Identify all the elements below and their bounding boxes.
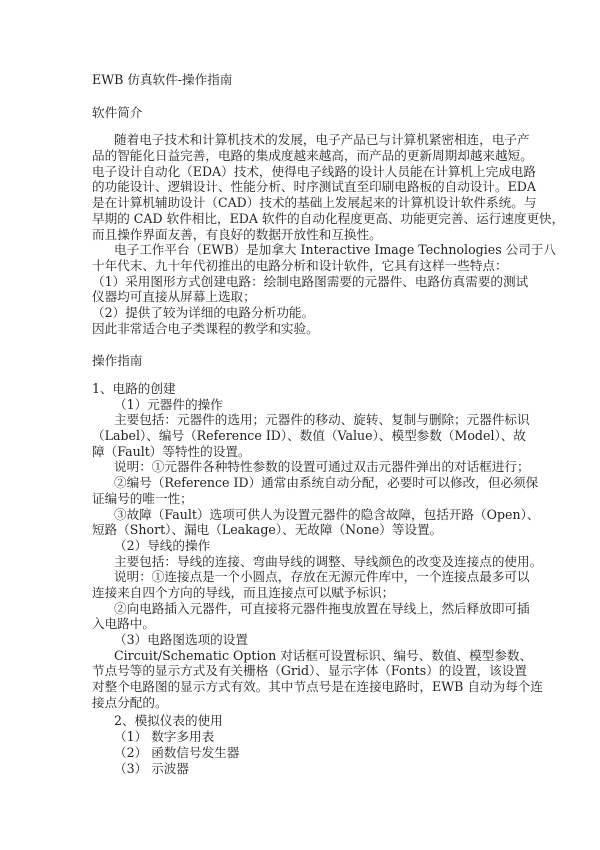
list-item: （1） 数字多用表 [114,729,215,745]
paragraph-line: 对整个电路图的显示方式有效。其中节点号是在连接电路时，EWB 自动为每个连 [92,679,543,695]
list-item: （3） 示波器 [114,760,189,776]
paragraph-line: 早期的 CAD 软件相比，EDA 软件的自动化程度更高、功能更完善、运行速度更快， [92,210,565,226]
note-line: 说明：①连接点是一个小圆点，存放在无源元件库中，一个连接点最多可以 [114,569,530,585]
item-heading: （3）电路图选项的设置 [114,632,248,647]
feature-line: （1）采用图形方式创建电路：绘制电路图需要的元器件、电路仿真需要的测试 [92,273,529,289]
subsection-heading: 1、电路的创建 [92,381,176,396]
paragraph-line: 主要包括：元器件的选用；元器件的移动、旋转、复制与删除；元器件标识 [114,412,530,428]
paragraph-line: 电子设计自动化（EDA）技术，使得电子线路的设计人员能在计算机上完成电路 [92,163,536,179]
paragraph-line: （Label）、编号（Reference ID）、数值（Value）、模型参数（Model）、故 [92,428,526,444]
document-title: EWB 仿真软件-操作指南 [92,72,233,87]
paragraph-line: 的功能设计、逻辑设计、性能分析、时序测试直至印刷电路板的自动设计。EDA [92,179,536,195]
note-line: ③故障（Fault）选项可供人为设置元器件的隐含故障，包括开路（Open）、 [114,506,540,522]
conclusion-line: 因此非常适合电子类课程的教学和实验。 [92,320,319,336]
note-line: ②编号（Reference ID）通常由系统自动分配，必要时可以修改，但必须保 [114,475,539,491]
paragraph-line: 接点分配的。 [92,694,168,710]
note-line: 证编号的唯一性； [92,490,193,506]
paragraph-line: 随着电子技术和计算机技术的发展，电子产品已与计算机紧密相连，电子产 [114,132,530,148]
subsection-heading: 2、模拟仪表的使用 [114,713,223,729]
paragraph-line: 是在计算机辅助设计（CAD）技术的基础上发展起来的计算机设计软件系统。与 [92,195,537,211]
feature-line: （2）提供了较为详细的电路分析功能。 [92,304,315,320]
paragraph-line: 节点号等的显示方式及有关栅格（Grid）、显示字体（Fonts）的设置，该设置 [92,663,527,679]
note-line: 连接来自四个方向的导线，而且连接点可以赋予标识； [92,584,395,600]
note-line: 入电路中。 [92,616,155,632]
paragraph-line: 主要包括：导线的连接、弯曲导线的调整、导线颜色的改变及连接点的使用。 [114,553,543,569]
section-heading-guide: 操作指南 [92,353,143,369]
note-line: ②向电路插入元器件，可直接将元器件拖曳放置在导线上，然后释放即可插 [114,600,530,616]
item-heading: （2）导线的操作 [114,537,211,553]
paragraph-line: 品的智能化日益完善，电路的集成度越来越高，而产品的更新周期却越来越短。 [92,148,533,164]
feature-line: 仪器均可直接从屏幕上选取； [92,289,256,305]
paragraph-line: 而且操作界面友善，有良好的数据开放性和互换性。 [92,226,382,242]
document-page [92,72,565,776]
note-line: 说明：①元器件各种特性参数的设置可通过双击元器件弹出的对话框进行； [114,459,530,475]
paragraph-line: 障（Fault）等特性的设置。 [92,443,251,459]
paragraph-line: 电子工作平台（EWB）是加拿大 Interactive Image Technologies 公司于八 [114,242,557,258]
item-heading: （1）元器件的操作 [114,396,223,412]
section-heading-intro: 软件简介 [92,104,143,120]
paragraph-line: Circuit/Schematic Option 对话框可设置标识、编号、数值、模型参数、 [114,647,533,663]
paragraph-line: 十年代末、九十年代初推出的电路分析和设计软件，它具有这样一些特点： [92,257,508,273]
list-item: （2） 函数信号发生器 [114,744,240,760]
note-line: 短路（Short）、漏电（Leakage）、无故障（None）等设置。 [92,522,443,538]
